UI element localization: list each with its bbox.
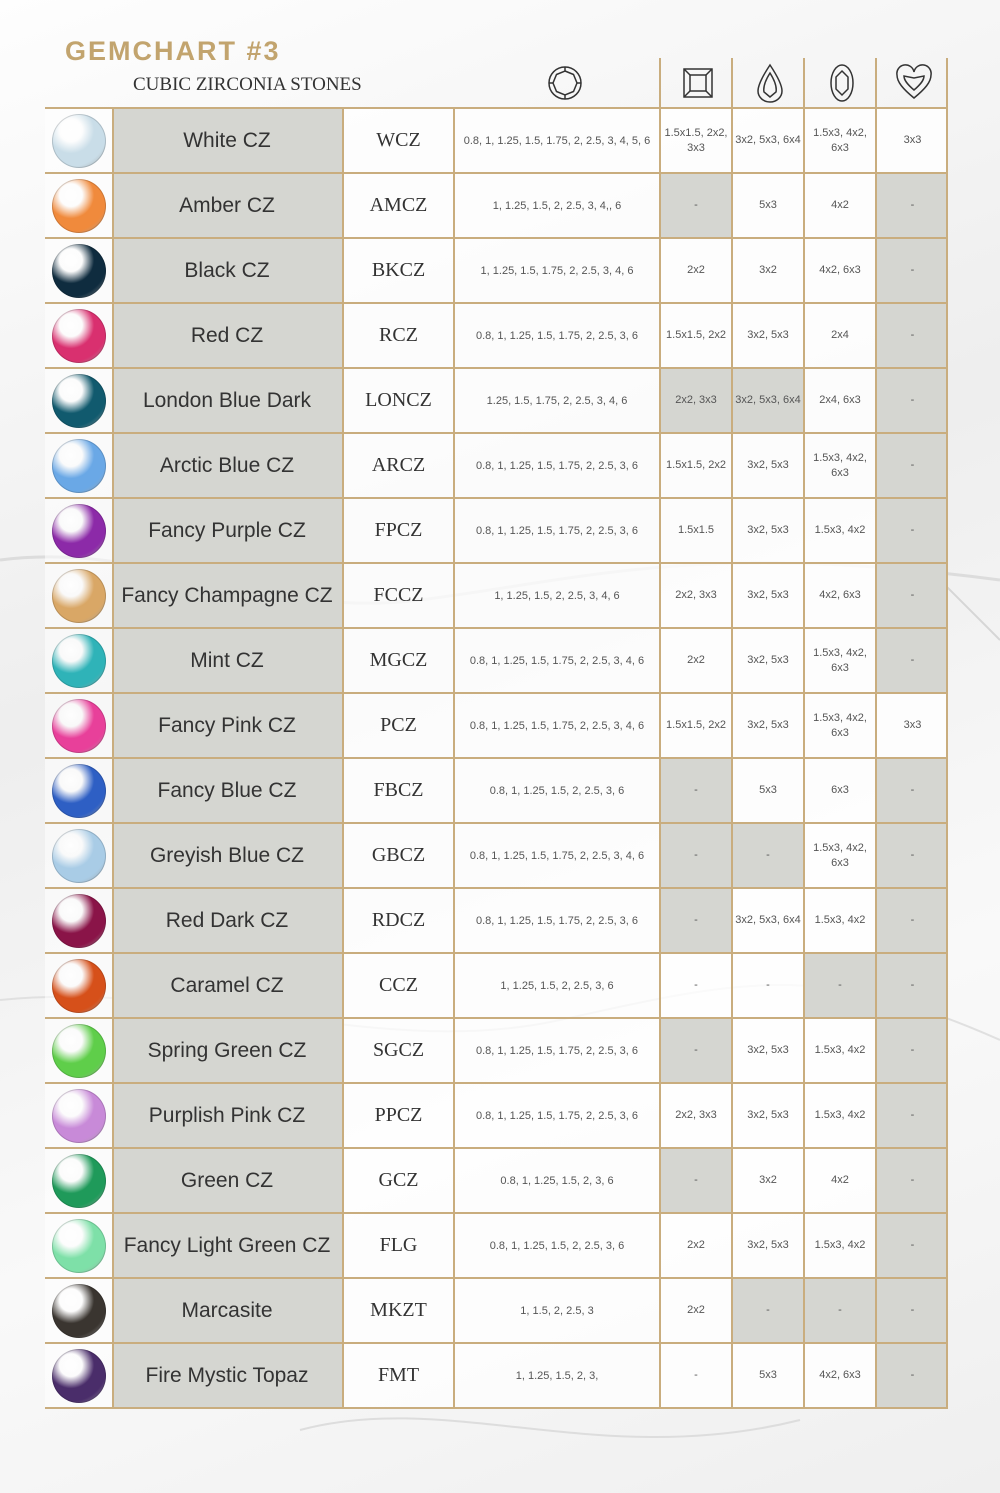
- oval-sizes: 2x4: [805, 303, 875, 368]
- row-divider: [45, 432, 948, 434]
- gem-icon: [52, 504, 106, 558]
- row-divider: [45, 497, 948, 499]
- row-divider: [45, 1212, 948, 1214]
- gem-swatch-cell: [45, 433, 112, 498]
- gem-icon: [52, 634, 106, 688]
- stone-code: PPCZ: [344, 1083, 453, 1148]
- oval-sizes: 6x3: [805, 758, 875, 823]
- gem-icon: [52, 1154, 106, 1208]
- square-sizes: -: [661, 758, 731, 823]
- table-row: [45, 953, 948, 1018]
- square-sizes: 1.5x1.5, 2x2, 3x3: [661, 108, 731, 173]
- heart-sizes: -: [877, 1213, 948, 1278]
- round-sizes: 0.8, 1, 1.25, 1.5, 1.75, 2, 2.5, 3, 6: [455, 1083, 659, 1148]
- gem-icon: [52, 244, 106, 298]
- stone-name: Mint CZ: [112, 628, 342, 693]
- pear-sizes: 3x2: [733, 1148, 803, 1213]
- stone-code: MKZT: [344, 1278, 453, 1343]
- chart-subtitle: CUBIC ZIRCONIA STONES: [133, 74, 362, 95]
- oval-sizes: 1.5x3, 4x2: [805, 888, 875, 953]
- pear-sizes: -: [733, 953, 803, 1018]
- pear-sizes: 3x2, 5x3: [733, 303, 803, 368]
- round-sizes: 1, 1.25, 1.5, 1.75, 2, 2.5, 3, 4, 6: [455, 238, 659, 303]
- heart-sizes: -: [877, 368, 948, 433]
- gem-icon: [52, 309, 106, 363]
- heart-sizes: -: [877, 1083, 948, 1148]
- stone-code: GCZ: [344, 1148, 453, 1213]
- heart-sizes: -: [877, 563, 948, 628]
- oval-sizes: 1.5x3, 4x2, 6x3: [805, 108, 875, 173]
- gem-swatch-cell: [45, 498, 112, 563]
- heart-sizes: -: [877, 628, 948, 693]
- gem-icon: [52, 1024, 106, 1078]
- gem-icon: [52, 894, 106, 948]
- stone-name: White CZ: [112, 108, 342, 173]
- heart-sizes: -: [877, 238, 948, 303]
- square-sizes: 2x2, 3x3: [661, 1083, 731, 1148]
- oval-sizes: -: [805, 1278, 875, 1343]
- round-sizes: 0.8, 1, 1.25, 1.5, 1.75, 2, 2.5, 3, 4, 6: [455, 693, 659, 758]
- heart-sizes: -: [877, 888, 948, 953]
- square-sizes: -: [661, 953, 731, 1018]
- round-sizes: 0.8, 1, 1.25, 1.5, 1.75, 2, 2.5, 3, 4, 6: [455, 823, 659, 888]
- round-sizes: 0.8, 1, 1.25, 1.5, 2, 3, 6: [455, 1148, 659, 1213]
- heart-sizes: -: [877, 498, 948, 563]
- heart-sizes: -: [877, 953, 948, 1018]
- row-divider: [45, 172, 948, 174]
- gem-icon: [52, 1284, 106, 1338]
- round-cut-icon: [545, 62, 585, 104]
- row-divider: [45, 367, 948, 369]
- oval-sizes: 4x2: [805, 1148, 875, 1213]
- round-sizes: 1, 1.25, 1.5, 2, 2.5, 3, 4,, 6: [455, 173, 659, 238]
- heart-sizes: -: [877, 1343, 948, 1408]
- stone-code: GBCZ: [344, 823, 453, 888]
- table-row: [45, 563, 948, 628]
- round-sizes: 1, 1.5, 2, 2.5, 3: [455, 1278, 659, 1343]
- table-row: [45, 1343, 948, 1408]
- stone-code: FCCZ: [344, 563, 453, 628]
- table-row: [45, 1018, 948, 1083]
- stone-code: ARCZ: [344, 433, 453, 498]
- row-divider: [45, 107, 948, 109]
- square-sizes: -: [661, 888, 731, 953]
- square-sizes: 1.5x1.5, 2x2: [661, 433, 731, 498]
- gem-icon: [52, 114, 106, 168]
- gem-swatch-cell: [45, 888, 112, 953]
- heart-sizes: -: [877, 823, 948, 888]
- gem-swatch-cell: [45, 758, 112, 823]
- pear-sizes: 3x2, 5x3: [733, 693, 803, 758]
- oval-sizes: 1.5x3, 4x2: [805, 1083, 875, 1148]
- round-sizes: 0.8, 1, 1.25, 1.5, 1.75, 2, 2.5, 3, 6: [455, 888, 659, 953]
- gem-icon: [52, 569, 106, 623]
- oval-sizes: 1.5x3, 4x2: [805, 1018, 875, 1083]
- pear-sizes: 5x3: [733, 173, 803, 238]
- square-sizes: 1.5x1.5, 2x2: [661, 693, 731, 758]
- heart-sizes: -: [877, 1278, 948, 1343]
- gem-swatch-cell: [45, 303, 112, 368]
- gem-swatch-cell: [45, 368, 112, 433]
- round-sizes: 0.8, 1, 1.25, 1.5, 1.75, 2, 2.5, 3, 6: [455, 1018, 659, 1083]
- gem-icon: [52, 179, 106, 233]
- stone-name: Fancy Champagne CZ: [112, 563, 342, 628]
- row-divider: [45, 302, 948, 304]
- column-divider: [659, 58, 661, 1408]
- round-sizes: 0.8, 1, 1.25, 1.5, 1.75, 2, 2.5, 3, 6: [455, 303, 659, 368]
- oval-sizes: 2x4, 6x3: [805, 368, 875, 433]
- gem-swatch-cell: [45, 823, 112, 888]
- pear-sizes: 3x2, 5x3: [733, 563, 803, 628]
- table-row: [45, 368, 948, 433]
- gem-icon: [52, 959, 106, 1013]
- stone-name: Amber CZ: [112, 173, 342, 238]
- pear-sizes: 3x2, 5x3: [733, 1018, 803, 1083]
- round-sizes: 1.25, 1.5, 1.75, 2, 2.5, 3, 4, 6: [455, 368, 659, 433]
- oval-sizes: 4x2, 6x3: [805, 1343, 875, 1408]
- table-row: [45, 1148, 948, 1213]
- stone-code: FBCZ: [344, 758, 453, 823]
- table-row: [45, 823, 948, 888]
- heart-sizes: -: [877, 303, 948, 368]
- pear-sizes: 3x2, 5x3: [733, 628, 803, 693]
- oval-sizes: 1.5x3, 4x2, 6x3: [805, 628, 875, 693]
- pear-sizes: 3x2: [733, 238, 803, 303]
- chart-title: GEMCHART #3: [65, 36, 281, 66]
- gem-swatch-cell: [45, 1083, 112, 1148]
- pear-sizes: 3x2, 5x3, 6x4: [733, 368, 803, 433]
- row-divider: [45, 1147, 948, 1149]
- heart-sizes: -: [877, 173, 948, 238]
- stone-name: Fire Mystic Topaz: [112, 1343, 342, 1408]
- pear-sizes: 3x2, 5x3: [733, 1083, 803, 1148]
- oval-sizes: 4x2: [805, 173, 875, 238]
- round-sizes: 0.8, 1, 1.25, 1.5, 2, 2.5, 3, 6: [455, 758, 659, 823]
- row-divider: [45, 757, 948, 759]
- column-divider: [731, 58, 733, 1408]
- gem-icon: [52, 1349, 106, 1403]
- square-sizes: -: [661, 1018, 731, 1083]
- table-row: [45, 173, 948, 238]
- pear-cut-icon: [750, 60, 790, 106]
- heart-sizes: -: [877, 1148, 948, 1213]
- square-sizes: 2x2, 3x3: [661, 368, 731, 433]
- gem-swatch-cell: [45, 1148, 112, 1213]
- row-divider: [45, 1082, 948, 1084]
- table-row: [45, 238, 948, 303]
- square-sizes: 1.5x1.5: [661, 498, 731, 563]
- pear-sizes: 5x3: [733, 1343, 803, 1408]
- gem-swatch-cell: [45, 563, 112, 628]
- pear-sizes: -: [733, 823, 803, 888]
- heart-sizes: -: [877, 1018, 948, 1083]
- stone-code: AMCZ: [344, 173, 453, 238]
- column-divider: [803, 58, 805, 1408]
- stone-code: PCZ: [344, 693, 453, 758]
- column-divider: [875, 58, 877, 1408]
- stone-code: RDCZ: [344, 888, 453, 953]
- stone-code: FLG: [344, 1213, 453, 1278]
- stone-code: LONCZ: [344, 368, 453, 433]
- row-divider: [45, 822, 948, 824]
- row-divider: [45, 1277, 948, 1279]
- stone-name: Fancy Blue CZ: [112, 758, 342, 823]
- table-row: [45, 108, 948, 173]
- round-sizes: 0.8, 1, 1.25, 1.5, 1.75, 2, 2.5, 3, 4, 6: [455, 628, 659, 693]
- heart-cut-icon: [893, 60, 935, 104]
- gem-icon: [52, 764, 106, 818]
- oval-sizes: 1.5x3, 4x2, 6x3: [805, 823, 875, 888]
- gem-icon: [52, 439, 106, 493]
- square-sizes: -: [661, 1343, 731, 1408]
- square-sizes: 2x2: [661, 238, 731, 303]
- stone-code: WCZ: [344, 108, 453, 173]
- oval-sizes: 1.5x3, 4x2, 6x3: [805, 693, 875, 758]
- square-sizes: 2x2, 3x3: [661, 563, 731, 628]
- square-sizes: 1.5x1.5, 2x2: [661, 303, 731, 368]
- square-cut-icon: [678, 62, 718, 104]
- pear-sizes: 3x2, 5x3: [733, 433, 803, 498]
- row-divider: [45, 237, 948, 239]
- gem-swatch-cell: [45, 108, 112, 173]
- stone-code: CCZ: [344, 953, 453, 1018]
- round-sizes: 0.8, 1, 1.25, 1.5, 1.75, 2, 2.5, 3, 4, 5, 6: [455, 108, 659, 173]
- stone-code: BKCZ: [344, 238, 453, 303]
- row-divider: [45, 627, 948, 629]
- oval-sizes: -: [805, 953, 875, 1018]
- gem-swatch-cell: [45, 628, 112, 693]
- gem-swatch-cell: [45, 953, 112, 1018]
- oval-sizes: 4x2, 6x3: [805, 563, 875, 628]
- heart-sizes: -: [877, 433, 948, 498]
- table-row: [45, 1278, 948, 1343]
- pear-sizes: -: [733, 1278, 803, 1343]
- gem-icon: [52, 1089, 106, 1143]
- gem-icon: [52, 1219, 106, 1273]
- stone-code: MGCZ: [344, 628, 453, 693]
- stone-name: Arctic Blue CZ: [112, 433, 342, 498]
- pear-sizes: 3x2, 5x3, 6x4: [733, 108, 803, 173]
- stone-code: RCZ: [344, 303, 453, 368]
- round-sizes: 0.8, 1, 1.25, 1.5, 1.75, 2, 2.5, 3, 6: [455, 433, 659, 498]
- stone-name: Marcasite: [112, 1278, 342, 1343]
- oval-sizes: 1.5x3, 4x2: [805, 498, 875, 563]
- stone-name: Fancy Light Green CZ: [112, 1213, 342, 1278]
- row-divider: [45, 562, 948, 564]
- row-divider: [45, 692, 948, 694]
- pear-sizes: 3x2, 5x3: [733, 1213, 803, 1278]
- oval-sizes: 1.5x3, 4x2, 6x3: [805, 433, 875, 498]
- table-row: [45, 1083, 948, 1148]
- gem-icon: [52, 699, 106, 753]
- oval-sizes: 1.5x3, 4x2: [805, 1213, 875, 1278]
- stone-code: FMT: [344, 1343, 453, 1408]
- gem-swatch-cell: [45, 1278, 112, 1343]
- square-sizes: 2x2: [661, 1213, 731, 1278]
- round-sizes: 0.8, 1, 1.25, 1.5, 1.75, 2, 2.5, 3, 6: [455, 498, 659, 563]
- table-row: [45, 303, 948, 368]
- row-divider: [45, 1407, 948, 1409]
- gem-icon: [52, 374, 106, 428]
- square-sizes: 2x2: [661, 1278, 731, 1343]
- stone-name: Caramel CZ: [112, 953, 342, 1018]
- gem-swatch-cell: [45, 1018, 112, 1083]
- table-row: [45, 628, 948, 693]
- gem-icon: [52, 829, 106, 883]
- gem-swatch-cell: [45, 1213, 112, 1278]
- stone-name: Spring Green CZ: [112, 1018, 342, 1083]
- square-sizes: -: [661, 1148, 731, 1213]
- heart-sizes: 3x3: [877, 108, 948, 173]
- row-divider: [45, 1342, 948, 1344]
- row-divider: [45, 887, 948, 889]
- table-row: [45, 888, 948, 953]
- stone-name: Purplish Pink CZ: [112, 1083, 342, 1148]
- oval-cut-icon: [822, 60, 862, 106]
- heart-sizes: -: [877, 758, 948, 823]
- stone-name: Red CZ: [112, 303, 342, 368]
- round-sizes: 1, 1.25, 1.5, 2, 3,: [455, 1343, 659, 1408]
- table-row: [45, 433, 948, 498]
- pear-sizes: 3x2, 5x3: [733, 498, 803, 563]
- gem-swatch-cell: [45, 693, 112, 758]
- gem-swatch-cell: [45, 238, 112, 303]
- stone-code: SGCZ: [344, 1018, 453, 1083]
- row-divider: [45, 952, 948, 954]
- table-row: [45, 498, 948, 563]
- column-divider: [946, 58, 948, 1408]
- square-sizes: 2x2: [661, 628, 731, 693]
- heart-sizes: 3x3: [877, 693, 948, 758]
- table-row: [45, 693, 948, 758]
- pear-sizes: 5x3: [733, 758, 803, 823]
- stone-name: Fancy Pink CZ: [112, 693, 342, 758]
- table-row: [45, 1213, 948, 1278]
- round-sizes: 1, 1.25, 1.5, 2, 2.5, 3, 6: [455, 953, 659, 1018]
- stone-code: FPCZ: [344, 498, 453, 563]
- square-sizes: -: [661, 823, 731, 888]
- round-sizes: 0.8, 1, 1.25, 1.5, 2, 2.5, 3, 6: [455, 1213, 659, 1278]
- round-sizes: 1, 1.25, 1.5, 2, 2.5, 3, 4, 6: [455, 563, 659, 628]
- square-sizes: -: [661, 173, 731, 238]
- oval-sizes: 4x2, 6x3: [805, 238, 875, 303]
- stone-name: Red Dark CZ: [112, 888, 342, 953]
- stone-name: Fancy Purple CZ: [112, 498, 342, 563]
- gem-swatch-cell: [45, 173, 112, 238]
- stone-name: Greyish Blue CZ: [112, 823, 342, 888]
- pear-sizes: 3x2, 5x3, 6x4: [733, 888, 803, 953]
- stone-name: Green CZ: [112, 1148, 342, 1213]
- table-row: [45, 758, 948, 823]
- row-divider: [45, 1017, 948, 1019]
- gem-swatch-cell: [45, 1343, 112, 1408]
- stone-name: London Blue Dark: [112, 368, 342, 433]
- stone-name: Black CZ: [112, 238, 342, 303]
